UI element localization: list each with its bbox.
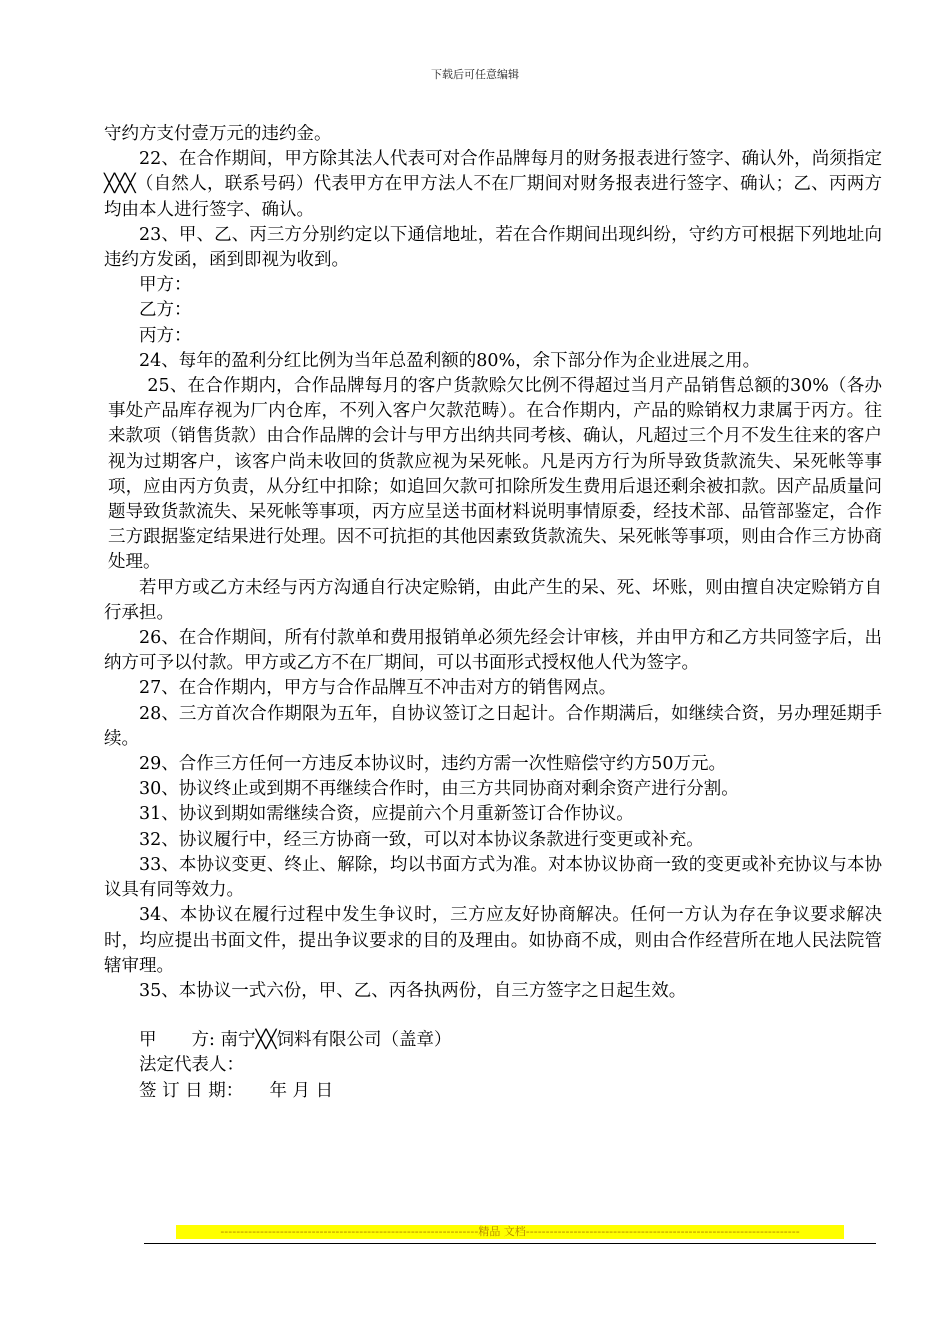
clause-35: 35、本协议一式六份，甲、乙、丙各执两份，自三方签字之日起生效。 bbox=[139, 980, 687, 1001]
page-footer bbox=[144, 1225, 876, 1244]
clause-29: 29、合作三方任何一方违反本协议时，违约方需一次性赔偿守约方50万元。 bbox=[139, 754, 727, 775]
clause-32: 32、协议履行中，经三方协商一致，可以对本协议条款进行变更或补充。 bbox=[139, 829, 704, 850]
document-body bbox=[104, 122, 882, 1104]
address-party-c: 丙方： bbox=[139, 325, 192, 346]
signature-party: 甲 方: 南宁╳╳饲料有限公司（盖章） bbox=[139, 1030, 452, 1051]
page-header-note: 下载后可任意编辑 bbox=[431, 68, 519, 81]
clause-24: 24、每年的盈利分红比例为当年总盈利额的80%，余下部分作为企业进展之用。 bbox=[139, 350, 761, 371]
clause-31: 31、协议到期如需继续合资，应提前六个月重新签订合作协议。 bbox=[139, 804, 634, 825]
address-party-b: 乙方： bbox=[139, 300, 192, 321]
clause-27: 27、在合作期内，甲方与合作品牌互不冲击对方的销售网点。 bbox=[139, 678, 617, 699]
clause-33: 33、本协议变更、终止、解除，均以书面方式为准。对本协议协商一致的变更或补充协议与本协议具有同等效力。 bbox=[104, 854, 882, 901]
clause-34: 34、本协议在履行过程中发生争议时，三方应友好协商解决。任何一方认为存在争议要求解决时，均应提出书面文件，提出争议要求的目的及理由。如协商不成，则由合作经营所在地人民法院管辖审理。 bbox=[104, 905, 882, 976]
signature-representative: 法定代表人： bbox=[139, 1055, 244, 1076]
footer-divider bbox=[144, 1243, 876, 1244]
clause-26: 26、在合作期间，所有付款单和费用报销单必须先经会计审核，并由甲方和乙方共同签字后，出纳方可予以付款。甲方或乙方不在厂期间，可以书面形式授权他人代为签字。 bbox=[104, 628, 882, 674]
footer-watermark: -----------------------------------------------------------------精品 文档--------------------------------------------------------------------- bbox=[176, 1225, 844, 1239]
spacer bbox=[104, 1004, 882, 1028]
paragraph-carryover: 守约方支付壹万元的违约金。 bbox=[104, 124, 332, 144]
clause-22: 22、在合作期间，甲方除其法人代表可对合作品牌每月的财务报表进行签字、确认外，尚须指定╳╳╳（自然人，联系号码）代表甲方在甲方法人不在厂期间对财务报表进行签字、确认；乙、丙两方均由本人进行签字、确认。 bbox=[104, 149, 882, 220]
clause-25: 25、在合作期内，合作品牌每月的客户货款赊欠比例不得超过当月产品销售总额的30%（各办事处产品库存视为厂内仓库，不列入客户欠款范畴）。在合作期内，产品的赊销权力隶属于丙方。往来款项（销售货款）由合作品牌的会计与甲方出纳共同考核、确认，凡超过三个月不发生往来的客户视为过期客户，该客户尚未收回的货款应视为呆死帐。凡是丙方行为所导致货款流失、呆死帐等事项，应由丙方负责，从分红中扣除；如追回欠款可扣除所发生费用后退还剩余被扣款。因产品质量问题导致货款流失、呆死帐等事项，丙方应呈送书面材料说明事情原委，经技术部、品管部鉴定，合作三方跟据鉴定结果进行处理。因不可抗拒的其他因素致货款流失、呆死帐等事项，则由合作三方协商处理。 bbox=[108, 376, 882, 573]
clause-30: 30、协议终止或到期不再继续合作时，由三方共同协商对剩余资产进行分割。 bbox=[139, 779, 739, 800]
address-party-a: 甲方： bbox=[139, 275, 192, 296]
clause-25-supplement: 若甲方或乙方未经与丙方沟通自行决定赊销，由此产生的呆、死、坏账，则由擅自决定赊销方自行承担。 bbox=[104, 577, 882, 623]
signature-date: 签 订 日 期： 年 月 日 bbox=[139, 1080, 334, 1101]
clause-23: 23、甲、乙、丙三方分别约定以下通信地址，若在合作期间出现纠纷，守约方可根据下列地址向违约方发函，函到即视为收到。 bbox=[104, 224, 882, 271]
clause-28: 28、三方首次合作期限为五年，自协议签订之日起计。合作期满后，如继续合资，另办理延期手续。 bbox=[104, 703, 882, 749]
